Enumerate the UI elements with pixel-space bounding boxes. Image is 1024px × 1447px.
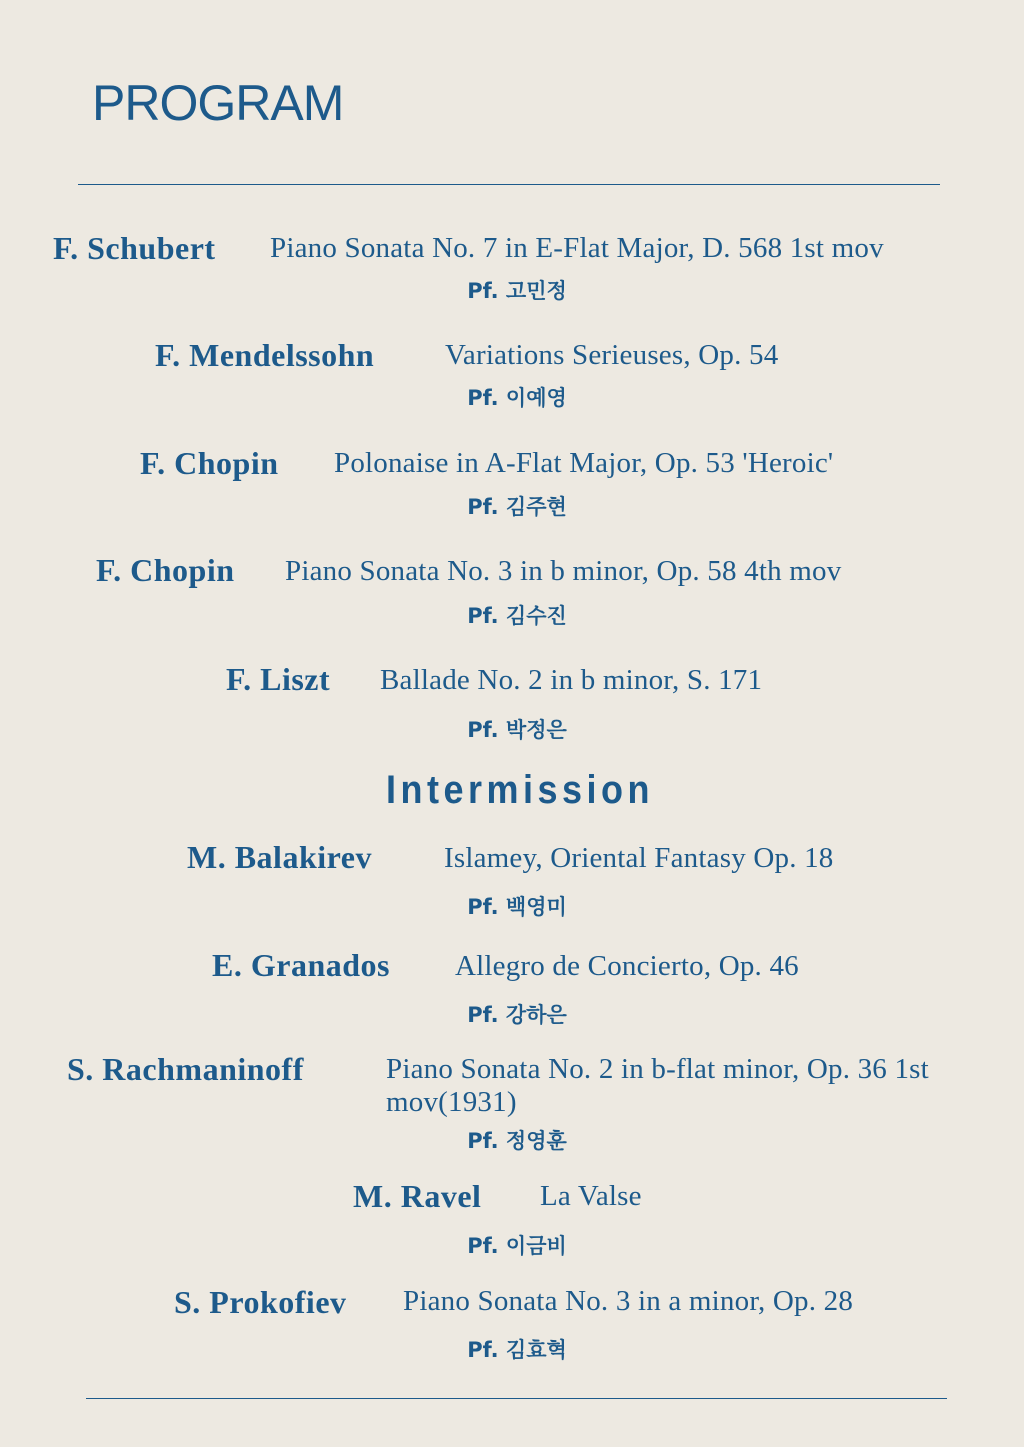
performer-name: Pf. 강하은	[467, 1003, 567, 1027]
work-title: Ballade No. 2 in b minor, S. 171	[380, 664, 763, 696]
performer-name: Pf. 김효혁	[467, 1338, 567, 1362]
composer-name: E. Granados	[212, 947, 390, 983]
composer-name: F. Schubert	[53, 230, 216, 266]
composer-name: F. Chopin	[140, 445, 279, 481]
work-title: Variations Serieuses, Op. 54	[445, 339, 779, 371]
performer-name: Pf. 김수진	[467, 604, 567, 628]
work-title: Allegro de Concierto, Op. 46	[455, 950, 799, 982]
work-title: Islamey, Oriental Fantasy Op. 18	[444, 842, 834, 874]
composer-name: S. Rachmaninoff	[67, 1051, 304, 1087]
work-title: Piano Sonata No. 3 in a minor, Op. 28	[403, 1285, 854, 1317]
performer-name: Pf. 이예영	[467, 386, 567, 410]
work-title: Piano Sonata No. 7 in E-Flat Major, D. 568 1st mov	[270, 232, 884, 264]
performer-name: Pf. 이금비	[467, 1234, 567, 1258]
performer-name: Pf. 정영훈	[467, 1129, 567, 1153]
performer-name: Pf. 김주현	[467, 495, 567, 519]
work-title: Piano Sonata No. 3 in b minor, Op. 58 4th mov	[285, 555, 842, 587]
composer-name: M. Ravel	[353, 1178, 482, 1214]
top-divider	[78, 184, 940, 185]
composer-name: F. Chopin	[96, 552, 235, 588]
work-title: La Valse	[540, 1180, 642, 1212]
composer-name: F. Mendelssohn	[155, 337, 375, 373]
page-title: PROGRAM	[92, 75, 344, 131]
performer-name: Pf. 박정은	[467, 718, 567, 742]
bottom-divider	[86, 1398, 947, 1399]
composer-name: F. Liszt	[226, 661, 331, 697]
work-title: Polonaise in A-Flat Major, Op. 53 'Heroic'	[334, 447, 834, 479]
work-title: Piano Sonata No. 2 in b-flat minor, Op. 36 1st mov(1931)	[386, 1053, 929, 1118]
composer-name: S. Prokofiev	[174, 1284, 347, 1320]
performer-name: Pf. 백영미	[467, 895, 567, 919]
composer-name: M. Balakirev	[187, 839, 372, 875]
intermission-heading: Intermission	[385, 768, 655, 812]
performer-name: Pf. 고민정	[467, 279, 567, 303]
